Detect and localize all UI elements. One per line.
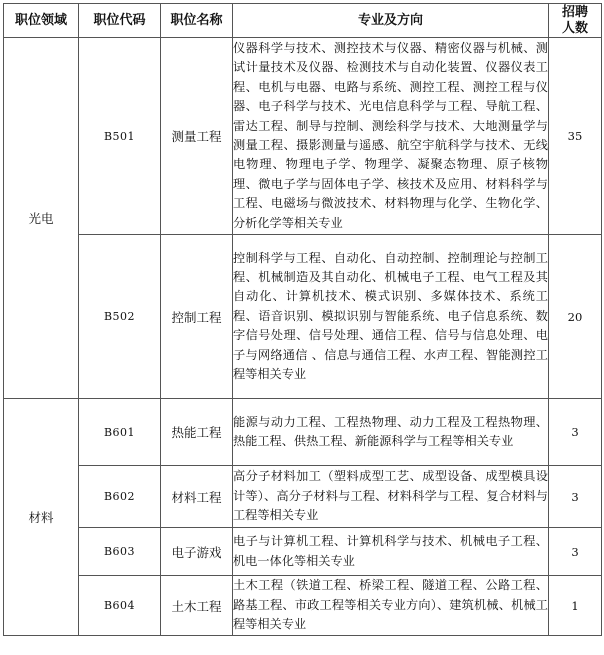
code-cell: B502: [79, 235, 161, 399]
name-cell: 测量工程: [161, 38, 233, 235]
major-cell: 控制科学与工程、自动化、自动控制、控制理论与控制工程、机械制造及其自动化、机械电子工程、电气工程及其自动化、计算机技术、模式识别、多媒体技术、系统工程、语音识别、模拟识别与智能系统、电子信息系统、数字信号处理、信号处理、通信工程、信号与信息处理、电子与网络通信 、信息与通信工程、水声工程、智能测控工程等相关专业: [233, 235, 549, 399]
code-cell: B602: [79, 466, 161, 528]
header-count: [549, 4, 602, 38]
table-row: [4, 466, 602, 528]
field-cell: 材料: [4, 399, 79, 636]
header-major: 专业及方向: [233, 4, 549, 38]
count-cell: 1: [549, 576, 602, 636]
count-cell: 3: [549, 466, 602, 528]
major-cell: 高分子材料加工（塑料成型工艺、成型设备、成型模具设计等）、高分子材料与工程、材料科学与工程、复合材料与工程等相关专业: [233, 466, 549, 528]
major-cell: 能源与动力工程、工程热物理、动力工程及工程热物理、热能工程、供热工程、新能源科学与工程等相关专业: [233, 399, 549, 466]
count-cell: 20: [549, 235, 602, 399]
field-cell: 光电: [4, 38, 79, 399]
header-field: 职位领域: [4, 4, 79, 38]
table-row: [4, 576, 602, 636]
count-cell: 3: [549, 528, 602, 576]
table-row: [4, 528, 602, 576]
table-row: [4, 235, 602, 399]
header-count-text: 招聘人数: [561, 4, 588, 36]
table-row: [4, 38, 602, 235]
major-cell: 电子与计算机工程、计算机科学与技术、机械电子工程、机电一体化等相关专业: [233, 528, 549, 576]
name-cell: 材料工程: [161, 466, 233, 528]
count-cell: 3: [549, 399, 602, 466]
header-name: 职位名称: [161, 4, 233, 38]
code-cell: B604: [79, 576, 161, 636]
code-cell: B501: [79, 38, 161, 235]
name-cell: 电子游戏: [161, 528, 233, 576]
recruitment-table: [3, 3, 602, 636]
code-cell: B601: [79, 399, 161, 466]
major-cell: 土木工程（铁道工程、桥梁工程、隧道工程、公路工程、路基工程、市政工程等相关专业方向）、建筑机械、机械工程等相关专业: [233, 576, 549, 636]
major-cell: 仪器科学与技术、测控技术与仪器、精密仪器与机械、测试计量技术及仪器、检测技术与自动化装置、仪器仪表工程、电机与电器、电路与系统、测控工程、测控工程与仪器、电子科学与技术、光电信息科学与工程、导航工程、雷达工程、制导与控制、测绘科学与技术、大地测量学与测量工程、摄影测量与遥感、航空宇航科学与技术、无线电物理、物理电子学、物理学、凝聚态物理、原子核物理、微电子学与固体电子学、核技术及应用、材料科学与工程、电磁场与微波技术、材料物理与化学、生物化学、分析化学等相关专业: [233, 38, 549, 235]
header-code: 职位代码: [79, 4, 161, 38]
table-row: [4, 399, 602, 466]
name-cell: 土木工程: [161, 576, 233, 636]
count-cell: 35: [549, 38, 602, 235]
header-row: [4, 4, 602, 38]
name-cell: 热能工程: [161, 399, 233, 466]
code-cell: B603: [79, 528, 161, 576]
name-cell: 控制工程: [161, 235, 233, 399]
